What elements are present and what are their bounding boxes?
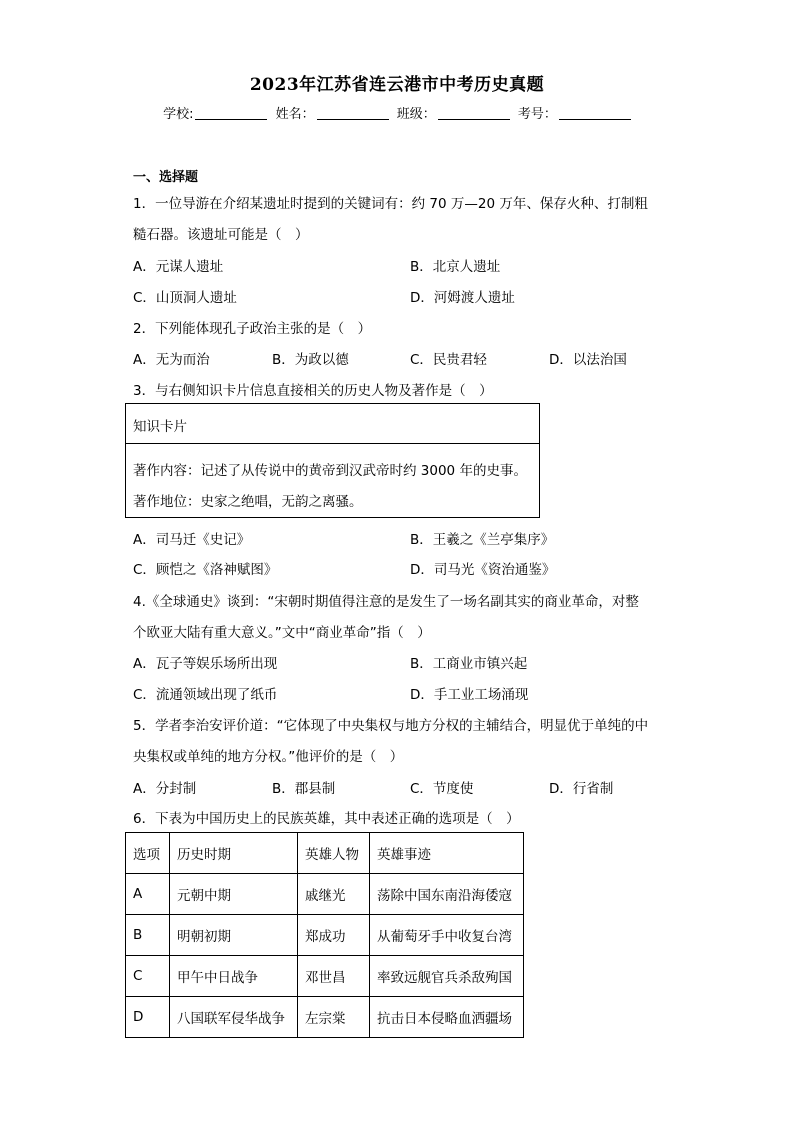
section-heading: 一、选择题: [133, 170, 199, 185]
table-cell: 率致远舰官兵杀敌殉国: [370, 956, 524, 997]
exam-number-blank[interactable]: [559, 105, 631, 120]
table-cell: C: [126, 956, 170, 997]
heroes-table: [125, 832, 524, 1038]
question-1-line-2: 糙石器。该遗址可能是（ ）: [133, 227, 309, 243]
table-cell: 荡除中国东南沿海倭寇: [370, 874, 524, 915]
question-5-line-2: 央集权或单纯的地方分权。”他评价的是（ ）: [133, 749, 404, 765]
table-row: [126, 997, 524, 1038]
knowledge-card-status: 著作地位：史家之绝唱，无韵之离骚。: [133, 494, 363, 510]
table-cell: 郑成功: [298, 915, 370, 956]
table-cell: 左宗棠: [298, 997, 370, 1038]
table-cell: 甲午中日战争: [170, 956, 298, 997]
question-1-line-1: 1．一位导游在介绍某遗址时提到的关键词有：约 70 万—20 万年、保存火种、打制粗: [133, 196, 648, 212]
table-cell: 元朝中期: [170, 874, 298, 915]
q3-option-a[interactable]: A．司马迁《史记》: [133, 532, 251, 548]
table-cell: 从葡萄牙手中收复台湾: [370, 915, 524, 956]
q3-option-c[interactable]: C．顾恺之《洛神赋图》: [133, 562, 278, 578]
q1-option-b[interactable]: B．北京人遗址: [410, 259, 501, 275]
name-label: 姓名：: [275, 107, 315, 122]
q1-option-d[interactable]: D．河姆渡人遗址: [410, 290, 515, 306]
q5-option-b[interactable]: B．郡县制: [272, 781, 336, 797]
table-cell: 戚继光: [298, 874, 370, 915]
table-cell: A: [126, 874, 170, 915]
school-blank[interactable]: [195, 105, 267, 120]
knowledge-card-content: 著作内容：记述了从传说中的黄帝到汉武帝时约 3000 年的史事。: [133, 463, 527, 479]
table-row: [126, 956, 524, 997]
question-4-line-2: 个欧亚大陆有重大意义。”文中“商业革命”指（ ）: [133, 625, 431, 641]
q4-option-c[interactable]: C．流通领域出现了纸币: [133, 687, 278, 703]
question-3-line-1: 3．与右侧知识卡片信息直接相关的历史人物及著作是（ ）: [133, 383, 493, 399]
table-row: [126, 915, 524, 956]
q2-option-d[interactable]: D．以法治国: [549, 352, 627, 368]
table-header-row: [126, 833, 524, 874]
table-header-cell: 历史时期: [170, 833, 298, 874]
q5-option-d[interactable]: D．行省制: [549, 781, 614, 797]
table-cell: 明朝初期: [170, 915, 298, 956]
exam-number-label: 考号：: [517, 107, 557, 122]
knowledge-card-heading: 知识卡片: [126, 404, 539, 444]
knowledge-card: [125, 403, 540, 518]
class-label: 班级：: [396, 107, 436, 122]
school-label: 学校:: [163, 107, 194, 122]
question-6-line-1: 6．下表为中国历史上的民族英雄，其中表述正确的选项是（ ）: [133, 811, 520, 827]
q4-option-a[interactable]: A．瓦子等娱乐场所出现: [133, 656, 278, 672]
q4-option-b[interactable]: B．工商业市镇兴起: [410, 656, 528, 672]
q4-option-d[interactable]: D．手工业工场涌现: [410, 687, 529, 703]
question-2-line-1: 2．下列能体现孔子政治主张的是（ ）: [133, 321, 372, 337]
q1-option-a[interactable]: A．元谋人遗址: [133, 259, 224, 275]
q5-option-c[interactable]: C．节度使: [410, 781, 474, 797]
table-cell: B: [126, 915, 170, 956]
q2-option-a[interactable]: A．无为而治: [133, 352, 210, 368]
q3-option-d[interactable]: D．司马光《资治通鉴》: [410, 562, 556, 578]
table-cell: 邓世昌: [298, 956, 370, 997]
name-blank[interactable]: [317, 105, 389, 120]
q3-option-b[interactable]: B．王羲之《兰亭集序》: [410, 532, 555, 548]
table-header-cell: 英雄事迹: [370, 833, 524, 874]
table-cell: 八国联军侵华战争: [170, 997, 298, 1038]
student-info-line: [0, 103, 794, 122]
question-4-line-1: 4.《全球通史》谈到：“宋朝时期值得注意的是发生了一场名副其实的商业革命，对整: [133, 594, 639, 610]
question-5-line-1: 5．学者李治安评价道：“它体现了中央集权与地方分权的主辅结合，明显优于单纯的中: [133, 718, 649, 734]
table-row: [126, 874, 524, 915]
class-blank[interactable]: [438, 105, 510, 120]
table-cell: D: [126, 997, 170, 1038]
q2-option-c[interactable]: C．民贵君轻: [410, 352, 487, 368]
q2-option-b[interactable]: B．为政以德: [272, 352, 349, 368]
table-cell: 抗击日本侵略血洒疆场: [370, 997, 524, 1038]
table-header-cell: 选项: [126, 833, 170, 874]
table-header-cell: 英雄人物: [298, 833, 370, 874]
q5-option-a[interactable]: A．分封制: [133, 781, 197, 797]
page-title: 2023年江苏省连云港市中考历史真题: [249, 75, 545, 95]
q1-option-c[interactable]: C．山顶洞人遗址: [133, 290, 237, 306]
